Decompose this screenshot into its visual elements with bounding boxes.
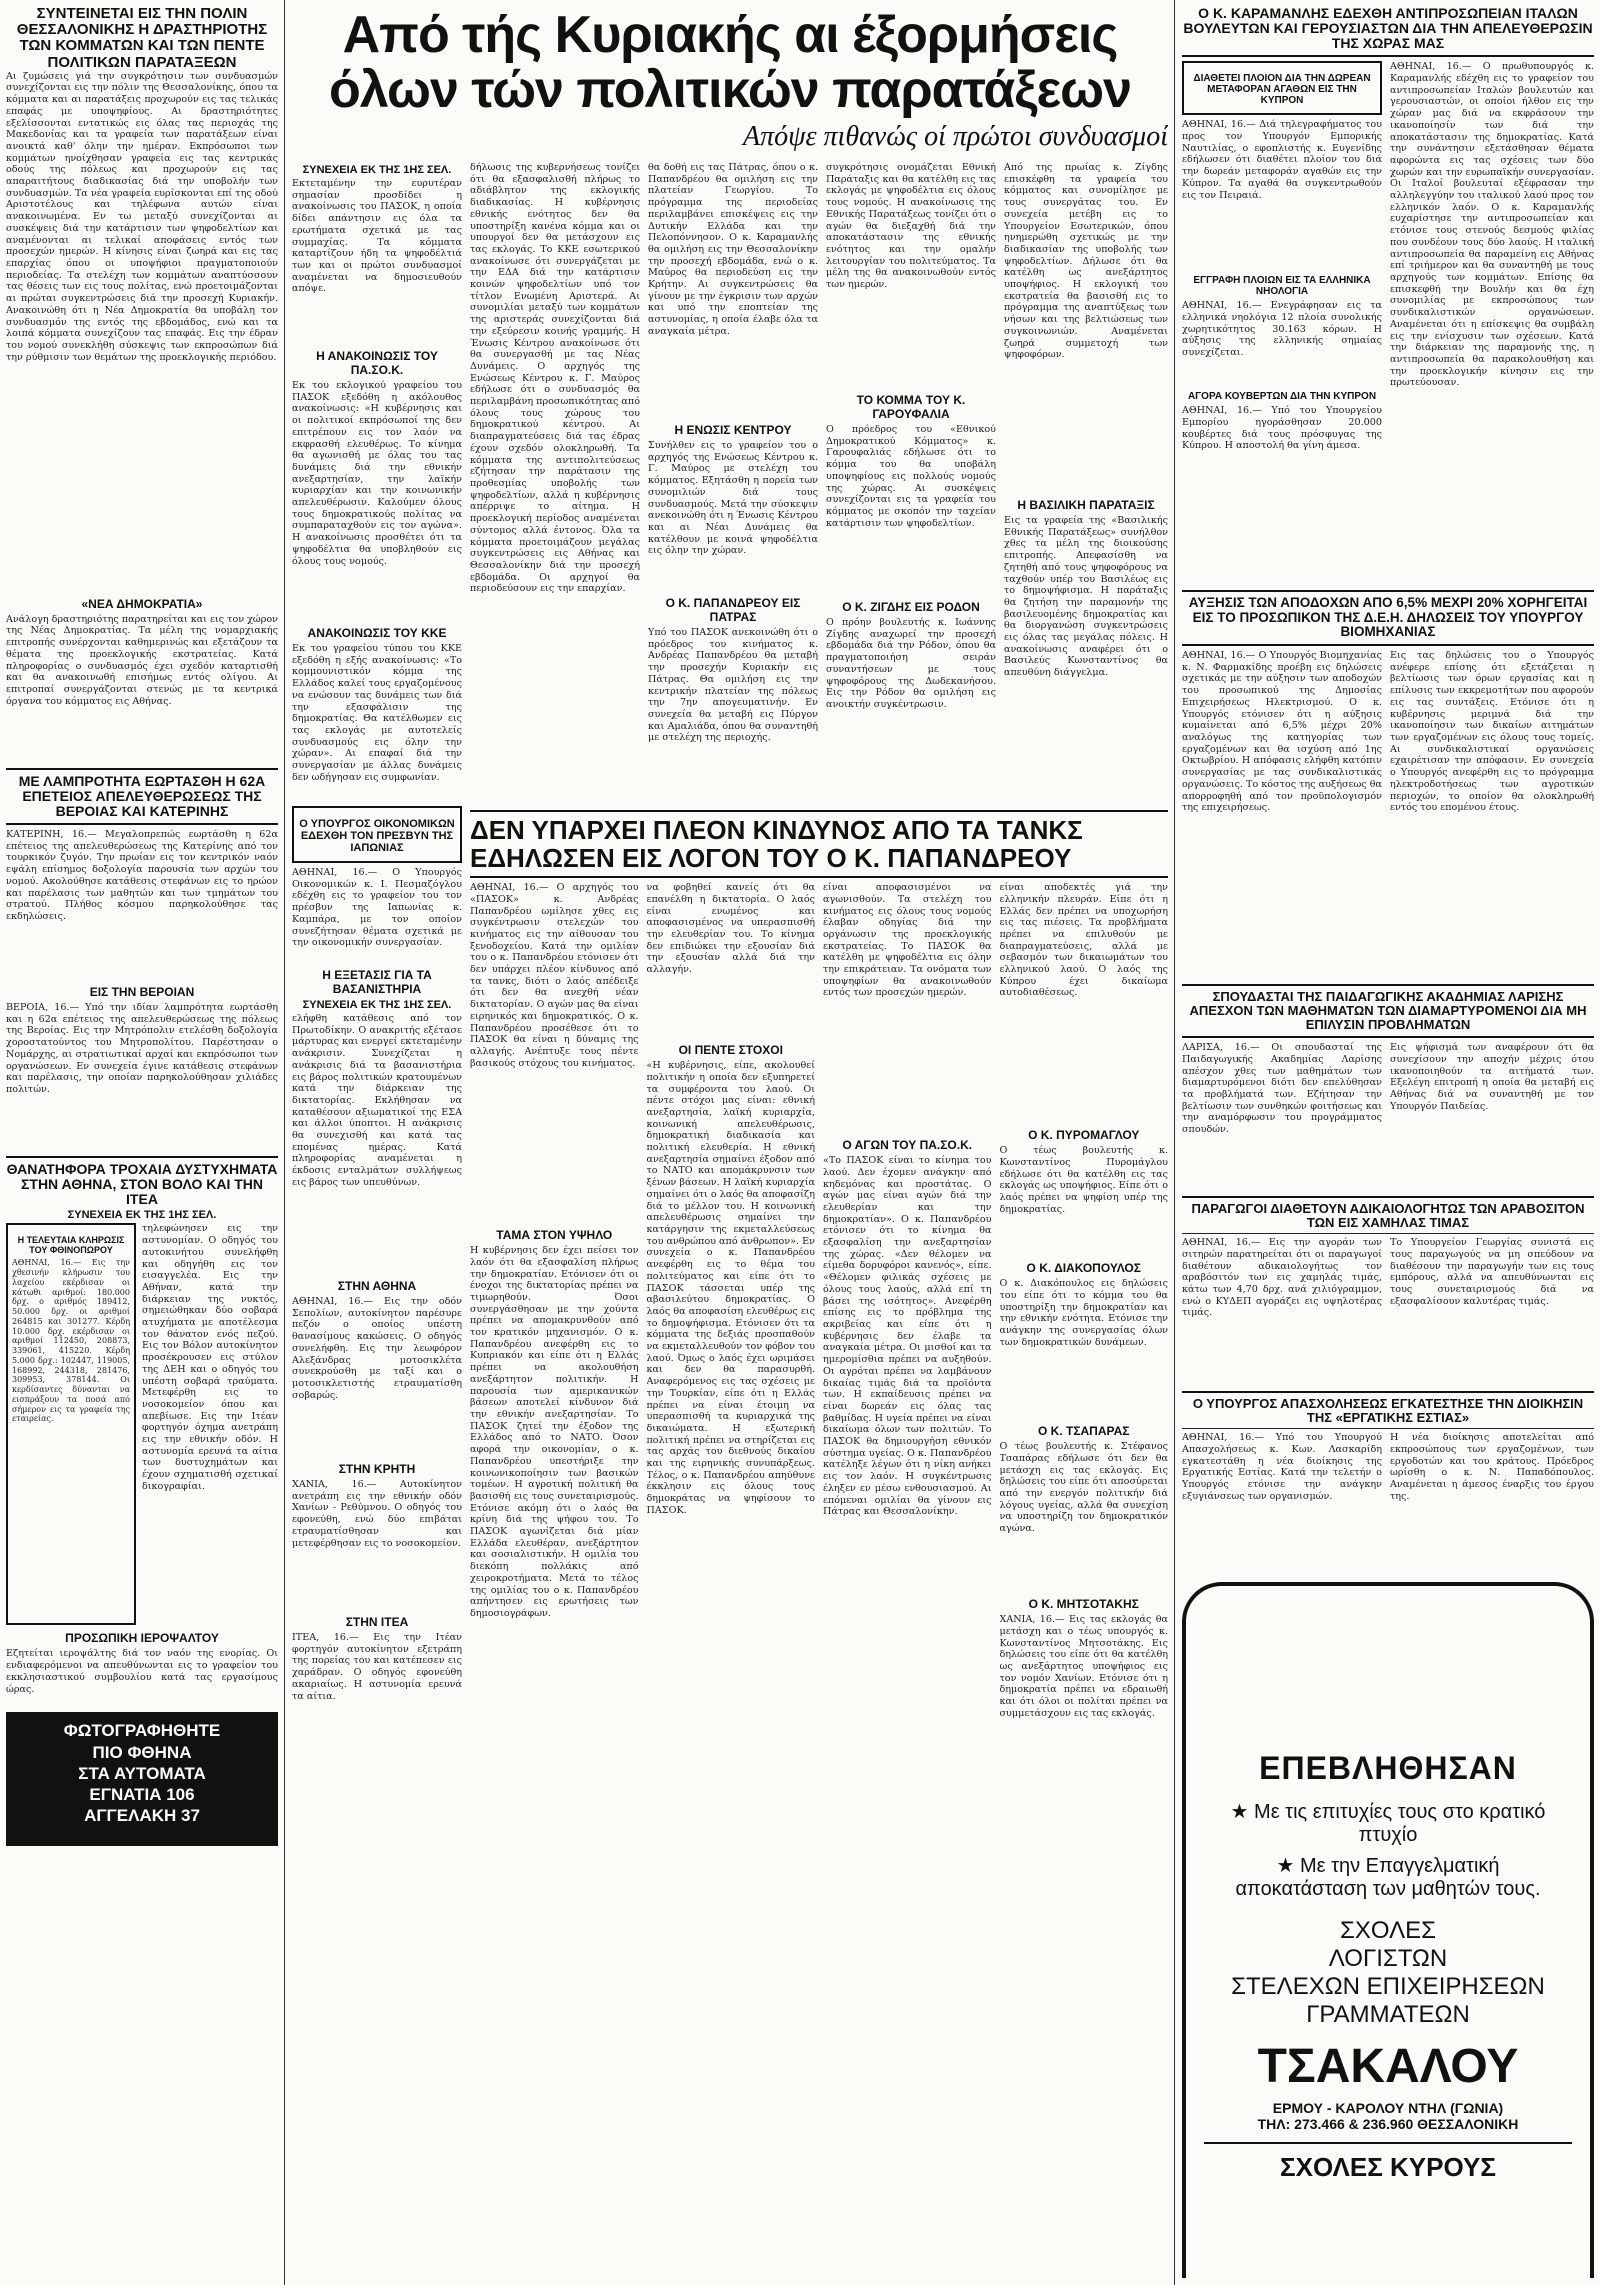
- photo-ad-line: ΕΓΝΑΤΙΑ 106: [89, 1785, 195, 1805]
- section-heading: Ο ΑΓΩΝ ΤΟΥ ΠΑ.ΣΟ.Κ.: [842, 1138, 973, 1153]
- photo-ad-line: ΦΩΤΟΓΡΑΦΗΘΗΤΕ: [63, 1721, 221, 1741]
- section-heading: «ΝΕΑ ΔΗΜΟΚΡΑΤΙΑ»: [81, 596, 203, 611]
- article-body: Ο τέως βουλευτής κ. Κωνσταντίνος Πυρομάγλου εδήλωσε ότι θα κατέλθη εις τας εκλογάς ως υποψήφιος. Είπε ότι ο λαός πρέπει να ψηφίση υπέρ της δημοκρατίας.: [999, 1145, 1168, 1215]
- ad-footer: ΣΧΟΛΕΣ ΚΥΡΟΥΣ: [1204, 2142, 1572, 2183]
- article-body: ΙΤΕΑ, 16.— Εις την Ιτέαν φορτηγόν αυτοκίνητον εξετράπη της πορείας του και κατέπεσεν εις χαράδραν. Ο οδηγός εφονεύθη ακαριαίως. Η αστυνομία ερευνά τα αίτια.: [292, 1632, 462, 1702]
- article-headline: ΕΔΗΛΩΣΕΝ ΕΙΣ ΛΟΓΟΝ ΤΟΥ Ο Κ. ΠΑΠΑΝΔΡΕΟΥ: [470, 843, 1072, 874]
- section-heading: ΑΓΟΡΑ ΚΟΥΒΕΡΤΩΝ ΔΙΑ ΤΗΝ ΚΥΠΡΟΝ: [1187, 391, 1377, 403]
- japan-column: [292, 806, 462, 2276]
- ad-address: ΕΡΜΟΥ - ΚΑΡΟΛΟΥ ΝΤΗΛ (ΓΩΝΙΑ): [1272, 2100, 1504, 2117]
- article-body: ΑΘΗΝΑΙ, 16.— Υπό του Υπουργού Απασχολήσεως κ. Κων. Λασκαρίδη εγκατεστάθη η νέα διοίκησις της Εργατικής Εστίας. Κατά την τελετήν ο Υπουργός ετόνισε την ανάγκην εξυγιάνσεως των οργανισμών.: [1182, 1432, 1382, 1502]
- article-body: δήλωσις της κυβερνήσεως τονίζει ότι θα εξασφαλισθή πλήρως το αδιάβλητον της εκλογικής διαδικασίας. Η κυβέρνησις εθνικής ενότητος δεν θα υποστηρίξη κανένα κόμμα και οι υπουργοί δεν θα μετάσχουν εις τας εκλογάς. Το ΚΚΕ εσωτερικού ανακοίνωσε ότι συνεργάζεται με την ΕΔΑ διά την κατάρτισιν κοινών ψηφοδελτίων υπό τον τίτλον Ενωμένη Αριστερά. Αι συνομιλίαι μεταξύ των κομμάτων της αριστεράς συνεχίζονται διά την εξεύρεσιν κοινής γραμμής. Η Ένωσις Κέντρου ανακοίνωσε ότι θα συνεργασθή με τας Νέας Δυνάμεις. Ο αρχηγός της Ενώσεως Κέντρου κ. Γ. Μαύρος εδήλωσε ότι ο συνδυασμός θα περιλαμβάνη προσωπικότητας από όλους τους χώρους του δημοκρατικού κέντρου. Αι διαπραγματεύσεις διά τας έδρας έχουν σχεδόν ολοκληρωθή. Τα κόμματα της αντιπολιτεύσεως εζήτησαν την παράτασιν της προθεσμίας υποβολής των ψηφοδελτίων, αλλά η κυβέρνησις απέρριψε το αίτημα. Η προεκλογική περίοδος αναμένεται σύντομος αλλά έντονος. Όλα τα κόμματα προετοιμάζουν μεγάλας συγκεντρώσεις εις Αθήνας και Θεσσαλονίκην διά την προσεχή εβδομάδα. Οι αρχηγοί θα περιοδεύσουν εις την επαρχίαν.: [470, 162, 640, 595]
- section-heading: ΠΡΟΣΩΠΙΚΗ ΙΕΡΟΨΑΛΤΟΥ: [65, 1631, 219, 1646]
- cyprus-ship-box: [1182, 61, 1382, 115]
- continued-label: ΣΥΝΕΧΕΙΑ ΕΚ ΤΗΣ 1ΗΣ ΣΕΛ.: [302, 999, 452, 1011]
- article-body: ΛΑΡΙΣΑ, 16.— Οι σπουδασταί της Παιδαγωγικής Ακαδημίας Λαρίσης απέσχον χθες των μαθημάτων των διαμαρτυρόμενοι διότι δεν επελύθησαν τα προβλήματά των. Εζήτησαν την βελτίωσιν των συνθηκών φοιτήσεως και την αναμόρφωσιν του προγράμματος σπουδών.: [1182, 1042, 1382, 1136]
- article-body: Το Υπουργείον Γεωργίας συνιστά εις τους παραγωγούς να μη σπεύδουν να διαθέσουν την παραγωγήν των εις τους εμπόρους, αλλά να απευθύνωνται εις τους συνεταιρισμούς διά να εξασφαλίσουν καλυτέρας τιμάς.: [1390, 1237, 1594, 1307]
- photo-ad-line: ΑΓΓΕΛΑΚΗ 37: [84, 1806, 200, 1826]
- section-heading: ΕΙΣ ΤΗΝ ΒΕΡΟΙΑΝ: [89, 985, 195, 1000]
- article-body: ΧΑΝΙΑ, 16.— Αυτοκίνητον ανετράπη εις την εθνικήν οδόν Χανίων - Ρεθύμνου. Ο οδηγός του εφονεύθη, ενώ δύο επιβάται ετραυματίσθησαν και μετεφέρθησαν εις το νοσοκομείον.: [292, 1479, 462, 1549]
- ad-schools-line: ΓΡΑΜΜΑΤΕΩΝ: [1306, 2001, 1470, 2029]
- article-body: Ο πρόεδρος του «Εθνικού Δημοκρατικού Κόμματος» κ. Γαρουφαλιάς εδήλωσε ότι το κόμμα του θα υποβάλη υποψηφίους εις πολλούς νομούς της χώρας. Αι συσκέψεις συνεχίζονται εις τα γραφεία του κόμματος με σκοπόν την ταχείαν κατάρτισιν των ψηφοδελτίων.: [826, 424, 996, 529]
- article-body: ΒΕΡΟΙΑ, 16.— Υπό την ιδίαν λαμπρότητα εωρτάσθη και η 62α επέτειος της απελευθερώσεως της πόλεως της Βεροίας. Εις την Μητρόπολιν ετελέσθη δοξολογία χοροστατούντος του Μητροπολίτου. Παρέστησαν ο Νομάρχης, αι στρατιωτικαί αρχαί και εκπρόσωποι των οργανώσεων. Εν συνεχεία έγινε κατάθεσις στεφάνων και παρέλασις, την οποίαν παρηκολούθησαν χιλιάδες πολιτών.: [6, 1002, 278, 1095]
- main-subheadline: Απόψε πιθανώς οί πρώτοι συνδυασμοί: [742, 121, 1168, 153]
- article-body: ΧΑΝΙΑ, 16.— Εις τας εκλογάς θα μετάσχη και ο τέως υπουργός κ. Κωνσταντίνος Μητσοτάκης. Εις δηλώσεις του είπε ότι θα κατέλθη ως ανεξάρτητος υποψήφιος εις τον νομόν Χανίων. Ετόνισε ότι η δημοκρατία πρέπει να εδραιωθή και ότι όλοι οι πολίται πρέπει να συμμετάσχουν εις τας εκλογάς.: [999, 1614, 1168, 1719]
- article-headline: ΑΥΞΗΣΙΣ ΤΩΝ ΑΠΟΔΟΧΩΝ ΑΠΟ 6,5% ΜΕΧΡΙ 20% ΧΟΡΗΓΕΙΤΑΙ ΕΙΣ ΤΟ ΠΡΟΣΩΠΙΚΟΝ ΤΗΣ Δ.Ε.Η. ΔΗΛΩΣΕΙΣ ΤΟΥ ΥΠΟΥΡΓΟΥ ΒΙΟΜΗΧΑΝΙΑΣ: [1188, 595, 1588, 640]
- ad-title: ΕΠΕΒΛΗΘΗΣΑΝ: [1259, 1750, 1517, 1787]
- section-heading: ΟΙ ΠΕΝΤΕ ΣΤΟΧΟΙ: [678, 1043, 783, 1058]
- article-body: τηλεφώνησεν εις την αστυνομίαν. Ο οδηγός του αυτοκινήτου συνελήφθη και οδηγήθη εις τον εισαγγελέα. Εις την Αθήναν, κατά την διάρκειαν της νυκτός, σημειώθηκαν δύο σοβαρά ατυχήματα με αποτέλεσμα τον θάνατον ενός πεζού. Εις τον Βόλον αυτοκίνητον προσέκρουσεν εις στύλον της ΔΕΗ και ο οδηγός του υπέστη σοβαρά τραύματα. Μετεφέρθη εις το νοσοκομείον όπου και απεβίωσε. Εις την Ιτέαν φορτηγόν όχημα ανετράπη εις την εθνικήν οδόν. Η αστυνομία ερευνά τα αίτια των δυστυχημάτων και έχουν σχηματισθή σχετικαί δικογραφίαι.: [142, 1223, 278, 1492]
- ad-phone: ΤΗΛ: 273.466 & 236.960 ΘΕΣΣΑΛΟΝΙΚΗ: [1257, 2116, 1519, 2133]
- article-body: είναι αποδεκτές γιά την ελληνικήν πλευράν. Είπε ότι η Ελλάς δεν πρέπει να υποχωρήση εις τας πιέσεις. Τα προβλήματα πρέπει να επιλυθούν με διαπραγματεύσεις, αλλά με σεβασμόν των δικαιωμάτων του ελληνικού λαού. Ο λαός της Κύπρου έχει δικαίωμα αυτοδιαθέσεως.: [999, 882, 1168, 999]
- article-body: Εκ του γραφείου τύπου του ΚΚΕ εξεδόθη η εξής ανακοίνωσις: «Το κομμουνιστικόν κόμμα της Ελλάδος καλεί τους εργαζομένους να ενώσουν τας δυνάμεις των διά την εξασφάλισιν της δημοκρατίας. Θα κατέλθωμεν εις τας εκλογάς με αυτοτελείς συνδυασμούς εις όλην την χώραν». Αι επαφαί διά την συνεργασίαν με άλλας δυνάμεις δεν ωδήγησαν εις συμφωνίαν.: [292, 643, 462, 783]
- article-body: ΑΘΗΝΑΙ, 16.— Εις την αγοράν των σιτηρών παρατηρείται ότι οι παραγωγοί διαθέτουν αδικαιολογήτως τον αραβόσιτόν των εις χαμηλάς τιμάς, κάτω των 4,70 δρχ. ανά χιλιόγραμμον, ενώ ο ΚΥΔΕΠ αγοράζει εις υψηλοτέρας τιμάς.: [1182, 1237, 1382, 1319]
- article-body: Αι ζυμώσεις γιά την συγκρότησιν των συνδυασμών συνεχίζονται εις την πόλιν της Θεσσαλονίκης, όπου τα κόμματα και αι παρατάξεις προχωρούν εις τας τελικάς επαφάς με υποψηφίους. Αι δραστηριότητες εξελίσσονται εντατικώς εις όλας τας περιοχάς της Μακεδονίας και τα γραφεία των παρατάξεων είναι ανοικτά καθ' όλην την ημέραν. Εκπρόσωποι των κομμάτων ηνοίχθησαν γραφεία εις τας κεντρικάς οδούς της πόλεως και προχωρούν εις τας απαραιτήτους διαδικασίας διά την υποβολήν των συνδυασμών. Τα νέα γραφεία ευρίσκονται επί της οδού Αριστοτέλους και τηλέφωνα αυτών είναι ανακοινωμένα. Εν τω μεταξύ συνεχίζονται αι συσκέψεις διά την κατάρτισιν των ψηφοδελτίων και αναμένονται αι τελικαί αποφάσεις εντός των προσεχών ημερών. Η κίνησις είναι ζωηρά και εις τας επαρχίας όπου οι υποψήφιοι πραγματοποιούν περιοδείας. Τα στελέχη των κομμάτων αναπτύσσουν τας θέσεις των εις τους πολίτας, ενώ προετοιμάζονται αι πρώται συγκεντρώσεις διά την προσεχή Κυριακήν. Ανακοινώθη ότι η Νέα Δημοκρατία θα υποβάλη τον συνδυασμόν της εντός της εβδομάδος, ενώ και τα λοιπά κόμματα συνεχίζουν τας επαφάς. Εις την έδραν του νομού συνεκλήθη σύσκεψις των εκπροσώπων διά την ρύθμισιν των θεμάτων της προεκλογικής περιόδου.: [6, 70, 278, 363]
- article-body: Από της πρωίας κ. Ζίγδης επισκέφθη τα γραφεία του κόμματος και συνομίλησε με τους συνεργάτας του. Εν συνεχεία μετέβη εις το Υπουργείον Εσωτερικών, όπου ηνημερώθη σχετικώς με την διαδικασίαν της υποβολής των ψηφοδελτίων. Δήλωσε ότι θα κατέλθη ως ανεξάρτητος υποψήφιος. Η εκλογική του εκστρατεία θα βασισθή εις το πρόγραμμα της αναπτύξεως των νήσων και της βελτιώσεως των συγκοινωνιών. Αναμένεται ζωηρά συμμετοχή των ψηφοφόρων.: [1004, 162, 1168, 361]
- article-body: Υπό του ΠΑΣΟΚ ανεκοινώθη ότι ο πρόεδρος του κινήματος κ. Ανδρέας Παπανδρέου θα μεταβή την προσεχήν Κυριακήν εις Πάτρας. Θα ομιλήση εις την κεντρικήν πλατείαν της πόλεως την 7ην απογευματινήν. Εν συνεχεία θα μεταβή εις Πύργον και Αμαλιάδα, όπου θα συναντηθή με στελέχη της περιοχής.: [648, 627, 818, 744]
- article-body: Εκ του εκλογικού γραφείου του ΠΑΣΟΚ εξεδόθη η ακόλουθος ανακοίνωσις: «Η κυβέρνησις και οι πολιτικοί εκπρόσωποί της δεν επιτρέπουν εις τον λαόν να εκφρασθή ελευθέρως. Το κίνημα θα αγωνισθή με όλας του τας δυνάμεις διά την εθνικήν ανεξαρτησίαν, την λαϊκήν κυριαρχίαν και την κοινωνικήν απελευθέρωσιν. Καλούμεν όλους τους δημοκρατικούς πολίτας να συμπαραταχθούν εις τον αγώνα». Η ανακοίνωσις προσθέτει ότι τα ψηφοδέλτια θα υποβληθούν εις όλους τους νομούς.: [292, 380, 462, 567]
- article-body: ΑΘΗΝΑΙ, 16.— Εις την οδόν Σεπολίων, αυτοκίνητον παρέσυρε πεζόν ο οποίος υπέστη θανασίμους κακώσεις. Ο οδηγός συνελήφθη. Εις την λεωφόρον Αλεξάνδρας μοτοσικλέτα συνεκρούσθη με ταξί και ο μοτοσικλετιστής ετραυματίσθη σοβαρώς.: [292, 1296, 462, 1401]
- article-body: ΑΘΗΝΑΙ, 16.— Ο Υπουργός Βιομηχανίας κ. Ν. Φαρμακίδης προέβη εις δηλώσεις σχετικάς με την αύξησιν των αποδοχών του προσωπικού της Δημοσίας Επιχειρήσεως Ηλεκτρισμού. Ο κ. Υπουργός ετόνισεν ότι η αύξησις κυμαίνεται από 6,5% μέχρι 20% αναλόγως της κατηγορίας των εργαζομένων και θα ισχύση από 1ης Οκτωβρίου. Η απόφασις ελήφθη κατόπιν συνεργασίας με τας συνδικαλιστικάς οργανώσεις. Το κόστος της αυξήσεως θα απορροφηθή από τον προϋπολογισμόν της επιχειρήσεως.: [1182, 650, 1382, 814]
- section-heading: Η ΕΞΕΤΑΣΙΣ ΓΙΑ ΤΑ ΒΑΣΑΝΙΣΤΗΡΙΑ: [322, 968, 432, 996]
- ad-schools-line: ΣΧΟΛΕΣ: [1340, 1917, 1436, 1945]
- article-headline: ΔΕΝ ΥΠΑΡΧΕΙ ΠΛΕΟΝ ΚΙΝΔΥΝΟΣ ΑΠΟ ΤΑ ΤΑΝΚΣ: [470, 815, 1083, 845]
- section-heading: Ο Κ. ΜΗΤΣΟΤΑΚΗΣ: [1028, 1597, 1139, 1612]
- article-body: ΑΘΗΝΑΙ, 16.— Ενεγράφησαν εις τα ελληνικά νηολόγια 12 πλοία συνολικής χωρητικότητος 30.163 κόρων. Η αύξησις της ελληνικής σημαίας συνεχίζεται.: [1182, 300, 1382, 359]
- article-body: ΑΘΗΝΑΙ, 16.— Ο πρωθυπουργός κ. Καραμανλής εδέχθη εις το γραφείον του αντιπροσωπείαν Ιταλών βουλευτών και γερουσιαστών, οι οποίοι ήλθον εις την χώραν μας διά να εκφράσουν την ικανοποίησίν των διά την αποκατάστασιν της δημοκρατίας. Κατά την συνάντησιν εξετάσθησαν θέματα αφορώντα εις τας σχέσεις των δύο χωρών και την ευρωπαϊκήν συνεργασίαν. Οι Ιταλοί βουλευταί εξέφρασαν την αλληλεγγύην του ιταλικού λαού προς τον ελληνικόν λαόν. Ο κ. Καραμανλής ευχαρίστησε την αντιπροσωπείαν και ετόνισε τους στενούς δεσμούς φιλίας που συνδέουν τους δύο λαούς. Η ιταλική αντιπροσωπεία θα παραμείνη εις Αθήνας επί τριήμερον και θα συναντηθή με τους αρχηγούς των κομμάτων. Επίσης θα επισκεφθή την Βουλήν και θα έχη συνομιλίας με εκπροσώπους των συνδικαλιστικών οργανώσεων. Αναμένεται ότι η επίσκεψις θα συμβάλη εις την ενίσχυσιν των σχέσεων. Κατά την διάρκειαν της παραμονής της, η αντιπροσωπεία θα παρακολουθήση και την προεκλογικήν κίνησιν εις την πρωτεύουσαν.: [1390, 61, 1594, 389]
- main-col-3: [648, 162, 818, 802]
- article-body: θα δοθή εις τας Πάτρας, όπου ο κ. Παπανδρέου θα ομιλήση εις την πλατείαν Γεωργίου. Το πρόγραμμα της περιοδείας περιλαμβάνει επισκέψεις εις την Δυτικήν Ελλάδα και την Πελοπόννησον. Ο κ. Καραμανλής θα ομιλήση εις την Θεσσαλονίκην την προσεχή εβδομάδα, ενώ ο κ. Μαύρος θα περιοδεύση εις την Κρήτην. Αι συγκεντρώσεις θα γίνουν με την έγκρισιν των αρχών και υπό την εποπτείαν της αστυνομίας, η οποία έλαβε όλα τα αναγκαία μέτρα.: [648, 162, 818, 337]
- section-heading: Ο Κ. ΠΥΡΟΜΑΓΛΟΥ: [1028, 1128, 1140, 1143]
- school-advertisement: [1182, 1582, 1594, 2278]
- article-body: Ο τέως βουλευτής κ. Στέφανος Τσαπάρας εδήλωσε ότι δεν θα μετάσχη εις τας εκλογάς. Εις δηλώσεις του είπε ότι αποσύρεται από την ενεργόν πολιτικήν διά λόγους υγείας, αλλά θα συνεχίση να υποστηρίζη τον δημοκρατικόν αγώνα.: [999, 1441, 1168, 1535]
- ad-bullet: ★ Με την Επαγγελματική αποκατάσταση των μαθητών τους.: [1235, 1855, 1541, 1901]
- ad-school-name: ΤΣΑΚΑΛΟΥ: [1257, 2040, 1519, 2094]
- article-body: Συνήλθεν εις το γραφείον του ο αρχηγός της Ενώσεως Κέντρου κ. Γ. Μαύρος με στελέχη του κόμματος. Εξητάσθη η πορεία των συνομιλιών διά τους συνδυασμούς. Μετά την σύσκεψιν ανεκοινώθη ότι η Ένωσις Κέντρου και αι Νέαι Δυνάμεις θα κατέλθουν με κοινά ψηφοδέλτια εις όλην την χώραν.: [648, 440, 818, 557]
- section-heading: Ο Κ. ΤΣΑΠΑΡΑΣ: [1037, 1424, 1130, 1439]
- article-headline: Ο ΥΠΟΥΡΓΟΣ ΑΠΑΣΧΟΛΗΣΕΩΣ ΕΓΚΑΤΕΣΤΗΣΕ ΤΗΝ ΔΙΟΙΚΗΣΙΝ ΤΗΣ «ΕΡΓΑΤΙΚΗΣ ΕΣΤΙΑΣ»: [1192, 1396, 1584, 1426]
- lottery-box: [6, 1223, 136, 1625]
- article-headline: ΜΕ ΛΑΜΠΡΟΤΗΤΑ ΕΩΡΤΑΣΘΗ Η 62Α ΕΠΕΤΕΙΟΣ ΑΠΕΛΕΥΘΕΡΩΣΕΩΣ ΤΗΣ ΒΕΡΟΙΑΣ ΚΑΙ ΚΑΤΕΡΙΝΗΣ: [18, 772, 266, 819]
- right-column: [1182, 6, 1594, 2278]
- section-heading: ΣΤΗΝ ΚΡΗΤΗ: [338, 1462, 416, 1476]
- section-heading: ΣΤΗΝ ΑΘΗΝΑ: [337, 1279, 417, 1293]
- headline-box: [292, 806, 462, 863]
- article-body: να φοβηθεί κανείς ότι θα επανέλθη η δικτατορία. Ο λαός είναι ενωμένος και αποφασισμένος να υπερασπισθή την ελευθερίαν του. Το κίνημα δεν επιδιώκει την εξουσίαν διά την εξουσίαν αλλά διά την αλλαγήν.: [646, 882, 815, 976]
- article-headline: ΠΑΡΑΓΩΓΟΙ ΔΙΑΘΕΤΟΥΝ ΑΔΙΚΑΙΟΛΟΓΗΤΩΣ ΤΩΝ ΑΡΑΒΟΣΙΤΟΝ ΤΩΝ ΕΙΣ ΧΑΜΗΛΑΣ ΤΙΜΑΣ: [1191, 1201, 1585, 1231]
- section-heading: ΕΓΓΡΑΦΗ ΠΛΟΙΩΝ ΕΙΣ ΤΑ ΕΛΛΗΝΙΚΑ ΝΗΟΛΟΓΙΑ: [1193, 275, 1371, 298]
- section-heading: Ο Κ. ΔΙΑΚΟΠΟΥΛΟΣ: [1026, 1261, 1141, 1276]
- photo-ad-line: ΣΤΑ ΑΥΤΟΜΑΤΑ: [78, 1763, 206, 1783]
- article-body: Η νέα διοίκησις αποτελείται από εκπροσώπους των εργαζομένων, των εργοδοτών και του κράτους. Πρόεδρος ωρίσθη ο κ. Ν. Παπαδόπουλος. Αναμένεται η άμεσος έναρξις του έργου της.: [1390, 1432, 1594, 1502]
- section-heading: Η ΕΝΩΣΙΣ ΚΕΝΤΡΟΥ: [674, 423, 792, 437]
- article-body: είναι αποφασισμένοι να αγωνισθούν. Τα στελέχη του κινήματος εις όλους τους νομούς έλαβαν οδηγίας διά την οργάνωσιν της προεκλογικής εκστρατείας. Το ΠΑΣΟΚ θα κατέλθη με ψηφοδέλτια εις όλην την επικράτειαν. Τα ονόματα των υποψηφίων θα ανακοινωθούν εντός των προσεχών ημερών.: [823, 882, 992, 999]
- ad-schools-line: ΣΤΕΛΕΧΩΝ ΕΠΙΧΕΙΡΗΣΕΩΝ: [1231, 1973, 1545, 2001]
- main-col-2: [470, 162, 640, 802]
- main-headline-line1: Από τής Κυριακής αι έξορμήσεις: [342, 8, 1118, 64]
- article-body: ΑΘΗΝΑΙ, 16.— Υπό του Υπουργείου Εμπορίου ηγοράσθησαν 20.000 κουβέρτες διά τους πρόσφυγας της Κύπρου. Η αποστολή θα γίνη άμεσα.: [1182, 405, 1382, 452]
- article-body: συγκρότησις ονομάζεται Εθνική Παράταξις και θα κατέλθη εις τας εκλογάς με ψηφοδέλτια εις όλους τους νομούς. Η ανακοίνωσις της Εθνικής Παρατάξεως τονίζει ότι ο αγών θα διεξαχθή διά την αποκατάστασιν της εθνικής ενότητος και την ομαλήν λειτουργίαν του πολιτεύματος. Τα μέλη της θα ανακοινωθούν εντός των ημερών.: [826, 162, 996, 291]
- article-body: ΑΘΗΝΑΙ, 16.— Ο Υπουργός Οικονομικών κ. Ι. Πεσμαζόγλου εδέχθη εις το γραφείον του τον πρέσβυν της Ιαπωνίας κ. Καμπάρα, με τον οποίον συνεζήτησαν θέματα σχετικά με την οικονομικήν συνεργασίαν.: [292, 867, 462, 949]
- article-headline: ΣΥΝΤΕΙΝΕΤΑΙ ΕΙΣ ΤΗΝ ΠΟΛΙΝ ΘΕΣΣΑΛΟΝΙΚΗΣ Η ΔΡΑΣΤΗΡΙΟΤΗΣ ΤΩΝ ΚΟΜΜΑΤΩΝ ΚΑΙ ΤΩΝ ΠΕΝΤΕ ΠΟΛΙΤΙΚΩΝ ΠΑΡΑΤΑΞΕΩΝ: [16, 6, 268, 71]
- article-body: ΑΘΗΝΑΙ, 16.— Διά τηλεγραφήματος του προς τον Υπουργόν Εμπορικής Ναυτιλίας, ο εφοπλιστής κ. Ευγενίδης εδήλωσεν ότι διαθέτει πλοίον του διά την δωρεάν μεταφοράν αγαθών εις την Κύπρον. Τα αγαθά θα συγκεντρωθούν εις τον Πειραιά.: [1182, 119, 1382, 201]
- tanks-article: [470, 806, 1168, 2276]
- section-heading: ΤΑΜΑ ΣΤΟΝ ΥΨΗΛΟ: [496, 1228, 613, 1243]
- article-headline: ΣΠΟΥΔΑΣΤΑΙ ΤΗΣ ΠΑΙΔΑΓΩΓΙΚΗΣ ΑΚΑΔΗΜΙΑΣ ΛΑΡΙΣΗΣ ΑΠΕΣΧΟΝ ΤΩΝ ΜΑΘΗΜΑΤΩΝ ΤΩΝ ΔΙΑΜΑΡΤΥΡΟΜΕΝΟΙ ΔΙΑ ΜΗ ΕΠΙΛΥΣΙΝ ΠΡΟΒΛΗΜΑΤΩΝ: [1189, 989, 1587, 1033]
- section-heading: Ο Κ. ΠΑΠΑΝΔΡΕΟΥ ΕΙΣ ΠΑΤΡΑΣ: [665, 596, 801, 624]
- article-body: Ο κ. Διακόπουλος εις δηλώσεις του είπε ότι το κόμμα του θα υποστηρίξη την δημοκρατίαν και την εθνικήν ενότητα. Ετόνισε την ανάγκην της συνεργασίας όλων των δημοκρατικών δυνάμεων.: [999, 1278, 1168, 1348]
- main-headline-line2: όλων τών πολιτικών παρατάξεων: [329, 60, 1131, 119]
- article-body: ΑΘΗΝΑΙ, 16.— Ο αρχηγός του «ΠΑΣΟΚ» κ. Ανδρέας Παπανδρέου ωμίλησε χθες εις συγκέντρωσιν στελεχών του κινήματος εις την αίθουσαν του ξενοδοχείου. Κατά την ομιλίαν του ο κ. Παπανδρέου ετόνισεν ότι δεν υπάρχει πλέον κίνδυνος από τα τανκς, διότι ο λαός απέδειξε ότι δεν θα ανεχθή νέαν δικτατορίαν. Ο αγών μας θα είναι ειρηνικός και δημοκρατικός. Ο κ. Παπανδρέου προσέθεσε ότι το ΠΑΣΟΚ θα είναι η δύναμις της αλλαγής. Ανέπτυξε τους πέντε βασικούς στόχους του κινήματος.: [470, 882, 639, 1069]
- article-body: Εκτεταμένην την ευρυτέραν σημασίαν προσδίδει η ανακοίνωσις του ΠΑΣΟΚ, η οποία δίδει απάντησιν εις όλα τα ερωτήματα σχετικά με τας συμμαχίας. Τα κόμματα καταρτίζουν ήδη τα ψηφοδέλτιά των και οι πρώτοι συνδυασμοί αναμένεται να δημοσιευθούν απόψε.: [292, 178, 462, 295]
- main-col-1: [292, 162, 462, 802]
- article-body: Εις τας δηλώσεις του ο Υπουργός ανέφερε επίσης ότι εξετάζεται η βελτίωσις των όρων εργασίας και η επίλυσις των εκκρεμοτήτων που αφορούν εις τας συντάξεις. Ετόνισε ότι η κυβέρνησις μεριμνά διά την ικανοποίησιν των δικαίων αιτημάτων των εργαζομένων εις όλους τους τομείς. Αι συνδικαλιστικαί οργανώσεις εχαιρέτισαν την απόφασιν. Εν συνεχεία ο Υπουργός ανεφέρθη εις το πρόγραμμα ηλεκτροδοτήσεως των αγροτικών περιοχών, το οποίον θα ολοκληρωθή εντός του επομένου έτους.: [1390, 650, 1594, 814]
- section-heading: Ο Κ. ΖΙΓΔΗΣ ΕΙΣ ΡΟΔΟΝ: [842, 600, 980, 614]
- article-headline: Ο Κ. ΚΑΡΑΜΑΝΛΗΣ ΕΔΕΧΘΗ ΑΝΤΙΠΡΟΣΩΠΕΙΑΝ ΙΤΑΛΩΝ ΒΟΥΛΕΥΤΩΝ ΚΑΙ ΓΕΡΟΥΣΙΑΣΤΩΝ ΔΙΑ ΤΗΝ ΑΠΕΛΕΥΘΕΡΩΣΙΝ ΤΗΣ ΧΩΡΑΣ ΜΑΣ: [1183, 6, 1593, 52]
- article-body: Ανάλογη δραστηριότης παρατηρείται και εις τον χώρον της Νέας Δημοκρατίας. Τα μέλη της νομαρχιακής επιτροπής συνέρχονται καθημερινώς και εξετάζουν τα θέματα της προεκλογικής εκστρατείας. Κατά πληροφορίας ο συνδυασμός έχει σχεδόν καταρτισθή και θα ανακοινωθή επισήμως εντός ολίγου. Αι επιτροπαί συνεργάζονται στενώς με τα κεντρικά όργανα του κόμματος εις Αθήνας.: [6, 613, 278, 707]
- box-title: Ο ΥΠΟΥΡΓΟΣ ΟΙΚΟΝΟΜΙΚΩΝ ΕΔΕΧΘΗ ΤΟΝ ΠΡΕΣΒΥΝ ΤΗΣ ΙΑΠΩΝΙΑΣ: [299, 818, 455, 854]
- section-heading: ΣΤΗΝ ΙΤΕΑ: [345, 1615, 409, 1629]
- ad-bullet: ★ Με τις επιτυχίες τους στο κρατικό πτυχίο: [1230, 1801, 1546, 1847]
- photo-ad-line: ΠΙΟ ΦΘΗΝΑ: [92, 1742, 192, 1762]
- ad-schools-line: ΛΟΓΙΣΤΩΝ: [1328, 1945, 1448, 1973]
- article-body: Εις ψήφισμά των αναφέρουν ότι θα συνεχίσουν την αποχήν μέχρις ότου ικανοποιηθούν τα αιτήματά των. Εξελέγη επιτροπή η οποία θα μεταβή εις Αθήνας διά να συναντηθή με τον Υπουργόν Παιδείας.: [1390, 1042, 1594, 1112]
- article-body: Εις τα γραφεία της «Βασιλικής Εθνικής Παρατάξεως» συνήλθον χθες τα μέλη της διοικούσης επιτροπής. Απεφασίσθη να ζητηθή από τους ψηφοφόρους να ταχθούν υπέρ του Βασιλέως εις το δημοψήφισμα. Η παράταξις θα ζητήση την παραμονήν της βασιλευομένης δημοκρατίας και θα διοργανώση συγκεντρώσεις εις όλας τας μεγάλας πόλεις. Η ανακοίνωσις αναφέρει ότι ο Βασιλεύς Κωνσταντίνος θα απευθύνη διάγγελμα.: [1004, 515, 1168, 679]
- article-body: «Η κυβέρνησις, είπε, ακολουθεί πολιτικήν η οποία δεν εξυπηρετεί τα συμφέροντα του λαού. Οι πέντε στόχοι μας είναι: εθνική ανεξαρτησία, λαϊκή κυριαρχία, κοινωνική απελευθέρωσις, δημοκρατική διαδικασία και πολιτική ελευθερία. Η εθνική ανεξαρτησία σημαίνει έξοδον από το ΝΑΤΟ και απομάκρυνσιν των ξένων βάσεων. Η λαϊκή κυριαρχία σημαίνει ότι ο λαός θα αποφασίζη διά το μέλλον του. Η κοινωνική απελευθέρωσις σημαίνει την κατάργησιν της εκμεταλλεύσεως του ανθρώπου από άνθρωπον». Εν συνεχεία ο κ. Παπανδρέου ανεφέρθη εις το θέμα του πολιτεύματος και είπε ότι το ΠΑΣΟΚ τάσσεται υπέρ της αβασιλεύτου δημοκρατίας. Ο λαός θα αποφασίση ελευθέρως εις το δημοψήφισμα. Ετόνισεν ότι τα κόμματα της δεξιάς προσπαθούν να εκμεταλλευθούν τον φόβον του λαού. Όμως ο λαός έχει ωριμάσει και δεν θα παρασυρθή. Αναφερόμενος εις τας σχέσεις με την Τουρκίαν, είπε ότι η Ελλάς πρέπει να είναι έτοιμη να υπερασπισθή τα κυριαρχικά της δικαιώματα. Η εξωτερική πολιτική πρέπει να στηρίζεται εις τας αρχάς του διεθνούς δικαίου και της ειρηνικής συνυπάρξεως. Τέλος, ο κ. Παπανδρέου απηύθυνε έκκλησιν εις όλους τους δημοκράτας να ψηφίσουν το ΠΑΣΟΚ.: [646, 1060, 815, 1516]
- section-heading: ΑΝΑΚΟΙΝΩΣΙΣ ΤΟΥ ΚΚΕ: [307, 626, 447, 640]
- box-title: Η ΤΕΛΕΥΤΑΙΑ ΚΛΗΡΩΣΙΣ ΤΟΥ ΦΘΙΝΟΠΩΡΟΥ: [17, 1235, 125, 1256]
- article-body: Εζητείται ιεροψάλτης διά τον ναόν της ενορίας. Οι ενδιαφερόμενοι να απευθύνωνται εις το γραφείον του εκκλησιαστικού συμβουλίου κατά τας εργασίμους ώρας.: [6, 1648, 278, 1695]
- section-heading: Η ΑΝΑΚΟΙΝΩΣΙΣ ΤΟΥ ΠΑ.ΣΟ.Κ.: [316, 349, 438, 377]
- box-title: ΔΙΑΘΕΤΕΙ ΠΛΟΙΟΝ ΔΙΑ ΤΗΝ ΔΩΡΕΑΝ ΜΕΤΑΦΟΡΑΝ ΑΓΑΘΩΝ ΕΙΣ ΤΗΝ ΚΥΠΡΟΝ: [1193, 73, 1371, 107]
- article-headline: ΘΑΝΑΤΗΦΟΡΑ ΤΡΟΧΑΙΑ ΔΥΣΤΥΧΗΜΑΤΑ ΣΤΗΝ ΑΘΗΝΑ, ΣΤΟΝ ΒΟΛΟ ΚΑΙ ΤΗΝ ΙΤΕΑ: [6, 1161, 278, 1208]
- main-col-5: [1004, 162, 1168, 802]
- article-body: Ο πρόην βουλευτής κ. Ιωάννης Ζίγδης αναχωρεί την προσεχή εβδομάδα διά την Ρόδον, όπου θα πραγματοποιήση σειράν συναντήσεων με τους ψηφοφόρους της Δωδεκανήσου. Εις την Ρόδον θα ομιλήση εις ανοικτήν συγκέντρωσιν.: [826, 617, 996, 710]
- article-body: Η κυβέρνησις δεν έχει πείσει τον λαόν ότι θα εξασφαλίση πλήρως την δημοκρατίαν. Ετόνισεν ότι οι ένοχοι της δικτατορίας πρέπει να τιμωρηθούν. Όσοι συνεργάσθησαν με την χούντα πρέπει να απομακρυνθούν από τον κρατικόν μηχανισμόν. Ο κ. Παπανδρέου ανεφέρθη εις το Κυπριακόν και είπε ότι η Ελλάς πρέπει να ακολουθήση ανεξάρτητον πολιτικήν. Η παρουσία των αμερικανικών βάσεων αποτελεί κίνδυνον διά την εθνικήν ανεξαρτησίαν. Το ΠΑΣΟΚ ζητεί την έξοδον της Ελλάδος από το ΝΑΤΟ. Όσον αφορά την οικονομίαν, ο κ. Παπανδρέου υπεστήριξε την κοινωνικοποίησιν των βασικών τομέων. Η αγροτική πολιτική θα βασισθή εις τους συνεταιρισμούς. Ετόνισε ακόμη ότι ο λαός θα κρίνη διά της ψήφου του. Το ΠΑΣΟΚ αγωνίζεται διά μίαν Ελλάδα ελευθέραν, ανεξάρτητον και σοσιαλιστικήν. Η ομιλία του διεκόπη πολλάκις από χειροκροτήματα. Μετά το τέλος της ομιλίας του ο κ. Παπανδρέου απήντησεν εις ερωτήσεις των δημοσιογράφων.: [470, 1245, 639, 1619]
- article-body: ΚΑΤΕΡΙΝΗ, 16.— Μεγαλοπρεπώς εωρτάσθη η 62α επέτειος της απελευθερώσεως της Κατερίνης από τον τουρκικόν ζυγόν. Την πρωίαν εις τον κεντρικόν ναόν εψάλη επίσημος δοξολογία παρουσία των αρχών του νομού. Ακολούθησε κατάθεσις στεφάνων εις το ηρώον και παρέλασις των μαθητών και των τμημάτων του στρατού. Πλήθος κόσμου παρηκολούθησε τας εκδηλώσεις.: [6, 829, 278, 922]
- photo-ad: [6, 1712, 278, 1846]
- main-headline-block: [292, 8, 1168, 158]
- main-col-4: [826, 162, 996, 802]
- article-body: ελήφθη κατάθεσις από τον Πρωτοδίκην. Ο ανακριτής εξέτασε μάρτυρας και ενεργεί εκτεταμένην ανάκρισιν. Συνεχίζεται η ανάκρισις διά τα βασανιστήρια εις βάρος πολιτικών κρατουμένων κατά την διάρκειαν της δικτατορίας. Εκλήθησαν να καταθέσουν αξιωματικοί της ΕΣΑ και άλλοι ύποπτοι. Η ανάκρισις θα συνεχισθή και κατά τας επομένας ημέρας. Κατά πληροφορίας αναμένεται η έκδοσις ενταλμάτων συλλήψεως εις βάρος των υπευθύνων.: [292, 1013, 462, 1188]
- column-1: [6, 6, 278, 2278]
- section-heading: ΤΟ ΚΟΜΜΑ ΤΟΥ Κ. ΓΑΡΟΥΦΑΛΙΑ: [856, 393, 966, 421]
- section-heading: Η ΒΑΣΙΛΙΚΗ ΠΑΡΑΤΑΞΙΣ: [1017, 498, 1155, 512]
- lottery-results: ΑΘΗΝΑΙ, 16.— Εις την χθεσινήν κλήρωσιν του λαχείου εκέρδισαν οι κάτωθι αριθμοί: 180.000 δρχ. ο αριθμός 189412, 50.000 δρχ. οι αριθμοί 264815 και 301277. Κέρδη 10.000 δρχ. εκέρδισαν οι αριθμοί 112450, 208873, 339061, 415220. Κέρδη 5.000 δρχ.: 102447, 119005, 168992, 244318, 281476, 309953, 378144. Οι κερδίσαντες δύνανται να εισπράξουν τα ποσά από σήμερον εις τα γραφεία της εταιρείας.: [12, 1258, 130, 1424]
- continued-label: ΣΥΝΕΧΕΙΑ ΕΚ ΤΗΣ 1ΗΣ ΣΕΛ.: [302, 164, 452, 176]
- article-body: «Το ΠΑΣΟΚ είναι το κίνημα του λαού. Δεν έχομεν ανάγκην από κηδεμόνας και προστάτας. Ο αγών μας είναι αγών διά την ελευθερίαν και την δημοκρατίαν». Ο κ. Παπανδρέου ετόνισεν ότι το κίνημα θα εξασφαλίση την ανεξαρτησίαν της χώρας. «Δεν θέλομεν να είμεθα δορυφόροι κανενός», είπε. «Θέλομεν φιλικάς σχέσεις με όλους τους λαούς, αλλά επί τη βάσει της ισότητος». Ανεφέρθη επίσης εις το πρόβλημα της ακριβείας και είπε ότι η κυβέρνησις δεν έλαβε τα αναγκαία μέτρα. Οι μισθοί και τα ημερομίσθια πρέπει να αυξηθούν. Οι αγρόται πρέπει να λαμβάνουν δικαίας τιμάς διά τα προϊόντα των. Η εκπαίδευσις πρέπει να είναι δωρεάν εις όλας τας βαθμίδας. Η υγεία πρέπει να είναι δικαίωμα όλων των πολιτών. Το ΠΑΣΟΚ θα δημιουργήση εθνικόν σύστημα υγείας. Ο κ. Παπανδρέου κατέληξε λέγων ότι η νίκη ανήκει εις τον λαόν. Η συγκέντρωσις έληξεν εν μέσω ενθουσιασμού. Αι επόμεναι ομιλίαι θα γίνουν εις Πάτρας και Θεσσαλονίκην.: [823, 1155, 992, 1518]
- continued-label: ΣΥΝΕΧΕΙΑ ΕΚ ΤΗΣ 1ΗΣ ΣΕΛ.: [67, 1209, 217, 1222]
